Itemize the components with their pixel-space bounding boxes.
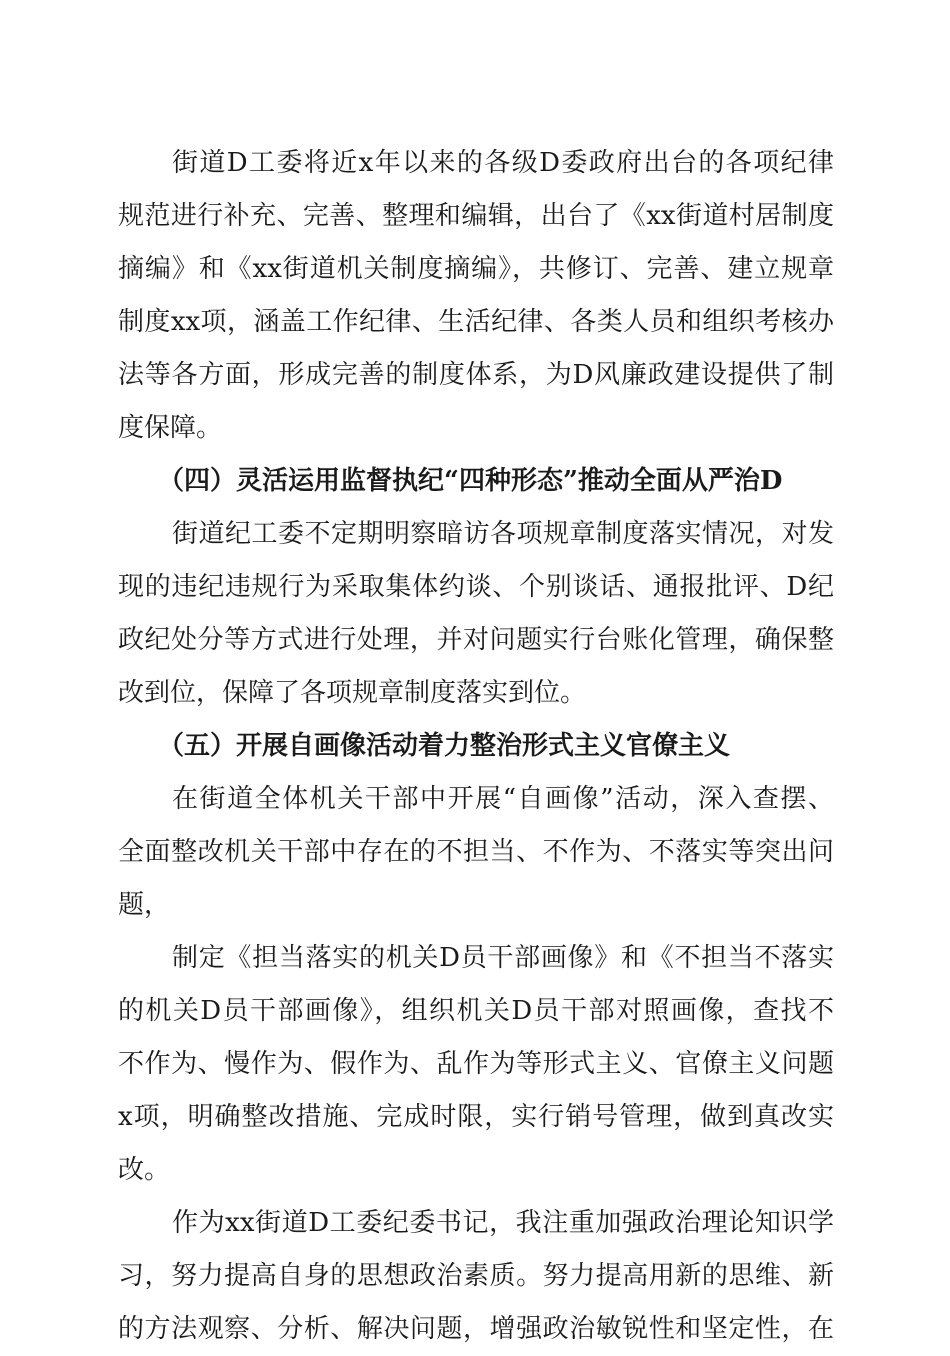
text-line: 的机关D员干部画像》，组织机关D员干部对照画像，查找不 <box>118 996 834 1026</box>
text-line: 规范进行补充、完善、整理和编辑，出台了《xx街道村居制度 <box>118 201 834 231</box>
text-line: 题， <box>118 890 171 920</box>
section-heading-4: （四）灵活运用监督执纪“四种形态”推动全面从严治D <box>158 466 783 496</box>
text-line: 在街道全体机关干部中开展“自画像”活动，深入查摆、 <box>172 784 834 814</box>
text-line: 制度xx项，涵盖工作纪律、生活纪律、各类人员和组织考核办 <box>118 307 834 337</box>
text-line: 不作为、慢作为、假作为、乱作为等形式主义、官僚主义问题 <box>118 1049 834 1079</box>
text-line: 现的违纪违规行为采取集体约谈、个别谈话、通报批评、D纪 <box>118 572 834 602</box>
text-line: 的方法观察、分析、解决问题，增强政治敏锐性和坚定性，在 <box>118 1314 834 1344</box>
section-heading-5: （五）开展自画像活动着力整治形式主义官僚主义 <box>158 731 731 761</box>
text-line: 法等各方面，形成完善的制度体系，为D风廉政建设提供了制 <box>118 360 834 390</box>
text-line: 政纪处分等方式进行处理，并对问题实行台账化管理，确保整 <box>118 625 834 655</box>
text-line: x项，明确整改措施、完成时限，实行销号管理，做到真改实 <box>118 1102 834 1132</box>
text-line: 街道纪工委不定期明察暗访各项规章制度落实情况，对发 <box>172 519 834 549</box>
text-line: 摘编》和《xx街道机关制度摘编》，共修订、完善、建立规章 <box>118 254 834 284</box>
text-line: 度保障。 <box>118 413 223 443</box>
document-page <box>118 137 834 1356</box>
text-line: 制定《担当落实的机关D员干部画像》和《不担当不落实 <box>172 943 834 973</box>
text-line: 习，努力提高自身的思想政治素质。努力提高用新的思维、新 <box>118 1261 834 1291</box>
text-line: 改到位，保障了各项规章制度落实到位。 <box>118 678 587 708</box>
text-line: 全面整改机关干部中存在的不担当、不作为、不落实等突出问 <box>118 837 834 867</box>
text-line: 街道D工委将近x年以来的各级D委政府出台的各项纪律 <box>172 148 834 178</box>
text-line: 改。 <box>118 1155 171 1185</box>
text-line: 作为xx街道D工委纪委书记，我注重加强政治理论知识学 <box>172 1208 834 1238</box>
